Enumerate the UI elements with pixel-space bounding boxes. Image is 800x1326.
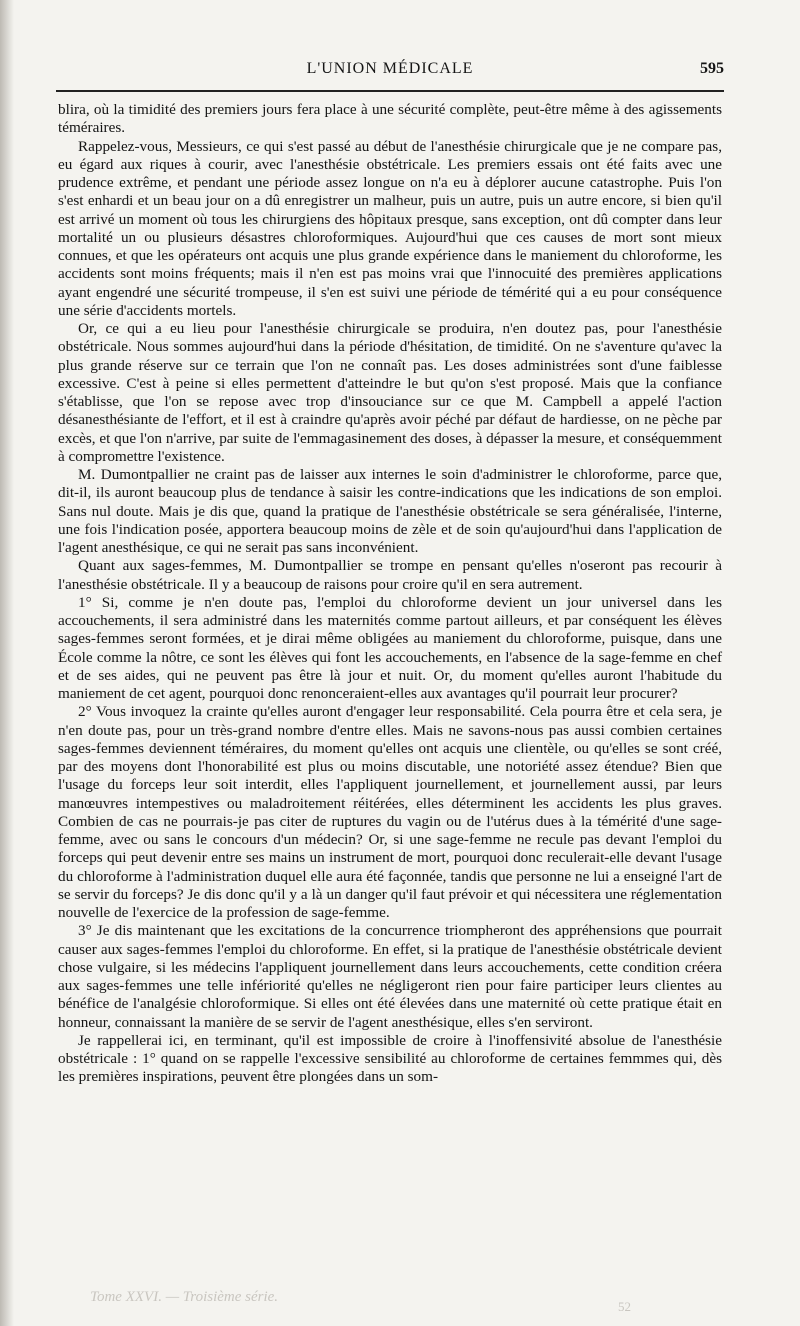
article-body — [58, 101, 722, 1087]
paragraph: 2° Vous invoquez la crainte qu'elles auront d'engager leur responsabilité. Cela pourra être et cela sera, je n'en doute pas, pour un très-grand nombre d'entre elles. Mais ne savons-nous pas aussi combien certaines sages-femmes deviennent téméraires, du moment qu'elles ont acquis une clientèle, ou qu'elles se sont créé, par des moyens dont l'honorabilité est plus ou moins discutable, une notoriété assez étendue? Bien que l'usage du forceps leur soit interdit, elles l'appliquent journellement, et journellement aussi, par leurs manœuvres intempestives ou maladroitement réitérées, elles déterminent les accidents les plus graves. Combien de cas ne pourrais-je pas citer de ruptures du vagin ou de l'utérus dues à la témérité d'une sage-femme, avec ou sans le concours d'un médecin? Or, si une sage-femme ne recule pas devant l'emploi du forceps qui peut devenir entre ses mains un instrument de mort, pourquoi donc reculerait-elle devant l'usage du chloroforme à l'administration duquel elle aura été façonnée, tandis que personne ne lui a enseigné l'art de se servir du forceps? Je dis donc qu'il y a là un danger qu'il faut prévoir et qui nécessitera une réglementation nouvelle de l'exercice de la profession de sage-femme. — [58, 703, 722, 921]
paragraph: Quant aux sages-femmes, M. Dumontpallier se trompe en pensant qu'elles n'oseront pas recourir à l'anesthésie obstétricale. Il y a beaucoup de raisons pour croire qu'il en sera autrement. — [58, 557, 722, 593]
page-footer — [90, 1289, 730, 1314]
binding-shadow — [0, 0, 14, 1326]
page-number: 595 — [700, 60, 724, 77]
paragraph: 1° Si, comme je n'en doute pas, l'emploi du chloroforme devient un jour universel dans les accouchements, il sera administré dans les maternités comme partout ailleurs, et par conséquent les élèves sages-femmes seront formées, et je dirai même obligées au maniement du chloroforme, puisque, dans une École comme la nôtre, ce sont les élèves qui font les accouchements, en l'absence de la sage-femme en chef et de ses aides, qui ne peuvent pas être là jour et nuit. Or, du moment qu'elles auront l'habitude du maniement de cet agent, pourquoi donc renonceraient-elles aux avantages qu'il pourrait leur procurer? — [58, 593, 722, 702]
volume-line: Tome XXVI. — Troisième série. — [90, 1289, 279, 1305]
paragraph: blira, où la timidité des premiers jours fera place à une sécurité complète, peut-être même à des agissements téméraires. — [58, 101, 722, 137]
header-rule — [56, 90, 724, 92]
running-title: L'UNION MÉDICALE — [306, 60, 474, 77]
paragraph: 3° Je dis maintenant que les excitations de la concurrence triompheront des appréhensions que pourrait causer aux sages-femmes l'emploi du chloroforme. En effet, si la pratique de l'anesthésie obstétricale devient chose vulgaire, si les médecins l'appliquent journellement dans leurs accouchements, cette condition créera aux sages-femmes une telle infériorité qu'elles ne négligeront rien pour faire participer leurs clientes au bénéfice de l'analgésie chloroformique. Si elles ont été élevées dans une maternité où cette pratique était en honneur, connaissant la manière de se servir de l'agent anesthésique, elles s'en serviront. — [58, 922, 722, 1031]
signature-mark: 52 — [618, 1299, 631, 1314]
page-header — [56, 60, 724, 84]
paragraph: Rappelez-vous, Messieurs, ce qui s'est passé au début de l'anesthésie chirurgicale que je ne compare pas, eu égard aux riques à courir, avec l'anesthésie obstétricale. Les premiers essais ont été faits avec une prudence extrême, et pendant une période assez longue on n'a eu à déplorer aucune catastrophe. Puis l'on s'est enhardi et un beau jour on a dû enregistrer un malheur, puis un autre, puis un autre encore, si bien qu'il est arrivé un moment où tous les chirurgiens des hôpitaux presque, sans exception, ont dû compter dans leur mortalité un ou plusieurs désastres chloroformiques. Aujourd'hui que ces causes de mort sont mieux connues, et que les opérateurs ont acquis une plus grande expérience dans le maniement du chloroforme, les accidents sont moins fréquents; mais il n'en est pas moins vrai que l'innocuité des premières applications ayant engendré une sécurité trompeuse, il s'en est suivi une période de témérité qui a eu pour conséquence une série d'accidents mortels. — [58, 137, 722, 319]
paragraph: M. Dumontpallier ne craint pas de laisser aux internes le soin d'administrer le chloroforme, parce que, dit-il, ils auront beaucoup plus de tendance à saisir les contre-indications que les indications de son emploi. Sans nul doute. Mais je dis que, quand la pratique de l'anesthésie obstétricale se sera généralisée, l'interne, une fois l'indication posée, apportera beaucoup moins de zèle et de soin qu'aujourd'hui dans l'application de l'agent anesthésique, ce qui ne serait pas sans inconvénient. — [58, 466, 722, 556]
paragraph: Je rappellerai ici, en terminant, qu'il est impossible de croire à l'inoffensivité absolue de l'anesthésie obstétricale : 1° quand on se rappelle l'excessive sensibilité au chloroforme de certaines femmmes qui, dès les premières inspirations, peuvent être plongées dans un som- — [58, 1031, 722, 1086]
paragraph: Or, ce qui a eu lieu pour l'anesthésie chirurgicale se produira, n'en doutez pas, pour l'anesthésie obstétricale. Nous sommes aujourd'hui dans la période d'hésitation, de timidité. On ne s'aventure qu'avec la plus grande réserve sur ce terrain que l'on ne connaît pas. Les doses administrées sont d'une faiblesse excessive. C'est à peine si elles permettent d'atteindre le but qu'on s'est proposé. Mais que la confiance s'établisse, que l'on se repose avec trop d'insouciance sur ce que M. Campbell a appelé l'action désanesthésiante de l'effort, et il est à craindre qu'après avoir péché par défaut de hardiesse, on ne pèche par excès, et que l'on n'arrive, par suite de l'emmagasinement des doses, à dépasser la mesure, et conséquemment à compromettre l'existence. — [58, 320, 722, 465]
